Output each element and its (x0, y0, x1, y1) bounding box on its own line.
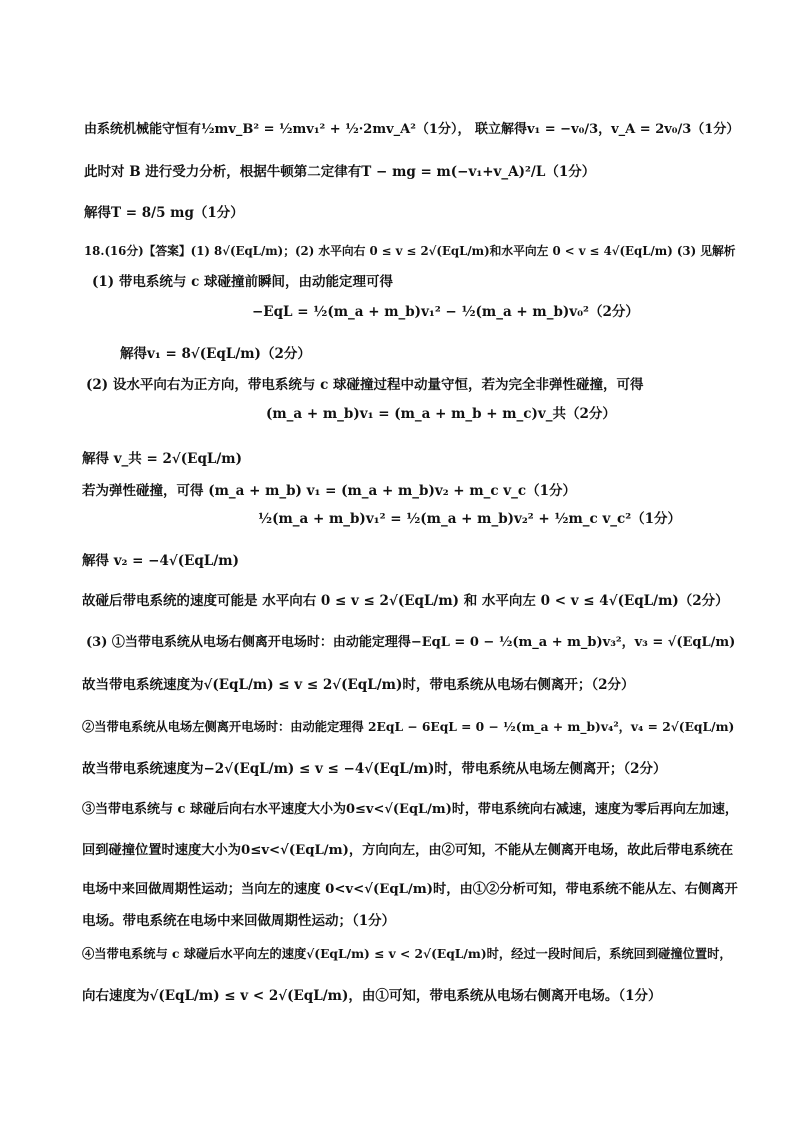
text-line-19: ③当带电系统与 c 球碰后向右水平速度大小为0≤v<√(EqL/m)时，带电系统向右减速，速度为零后再向左加速， (82, 802, 738, 817)
equation-3: (m_a + m_b)v₁ = (m_a + m_b + m_c)v_共（2分） (266, 406, 616, 422)
equation-2: 解得v₁ = 8√(EqL/m)（2分） (120, 346, 311, 362)
equation-5: ½(m_a + m_b)v₁² = ½(m_a + m_b)v₂² + ½m_c v_c²（1分） (258, 511, 682, 527)
equation-4: 解得 v_共 = 2√(EqL/m) (82, 451, 242, 467)
text-line-2: 此时对 B 进行受力分析，根据牛顿第二定律有T − mg = m(−v₁+v_A)²/L（1分） (84, 164, 596, 180)
equation-1: −EqL = ½(m_a + m_b)v₁² − ½(m_a + m_b)v₀²（2分） (252, 304, 639, 320)
text-line-5: (1) 带电系统与 c 球碰撞前瞬间，由动能定理可得 (92, 274, 393, 290)
text-line-22: 电场。带电系统在电场中来回做周期性运动；（1分） (82, 913, 396, 929)
text-line-16: 故当带电系统速度为√(EqL/m) ≤ v ≤ 2√(EqL/m)时，带电系统从电场右侧离开；（2分） (82, 677, 635, 693)
text-line-8: (2) 设水平向右为正方向，带电系统与 c 球碰撞过程中动量守恒，若为完全非弹性碰撞，可得 (86, 377, 644, 393)
text-line-1: 由系统机械能守恒有½mv_B² = ½mv₁² + ½·2mv_A²（1分）， 联立解得v₁ = −v₀/3，v_A = 2v₀/3（1分） (84, 122, 740, 137)
text-line-17: ②当带电系统从电场左侧离开电场时：由动能定理得 2EqL − 6EqL = 0 − ½(m_a + m_b)v₄²，v₄ = 2√(EqL/m) (82, 719, 735, 734)
text-line-23: ④当带电系统与 c 球碰后水平向左的速度√(EqL/m) ≤ v < 2√(EqL/m)时，经过一段时间后，系统回到碰撞位置时， (82, 946, 732, 961)
text-line-11: 若为弹性碰撞，可得 (m_a + m_b) v₁ = (m_a + m_b)v₂ + m_c v_c（1分） (82, 483, 576, 499)
text-line-14: 故碰后带电系统的速度可能是 水平向右 0 ≤ v ≤ 2√(EqL/m) 和 水平向左 0 < v ≤ 4√(EqL/m)（2分） (82, 593, 729, 609)
text-line-18: 故当带电系统速度为−2√(EqL/m) ≤ v ≤ −4√(EqL/m)时，带电系统从电场左侧离开；（2分） (82, 761, 667, 777)
equation-6: 解得 v₂ = −4√(EqL/m) (82, 553, 239, 569)
text-line-21: 电场中来回做周期性运动；当向左的速度 0<v<√(EqL/m)时，由①②分析可知，带电系统不能从左、右侧离开 (82, 882, 738, 897)
text-line-20: 回到碰撞位置时速度大小为0≤v<√(EqL/m)，方向向左，由②可知，不能从左侧离开电场，故此后带电系统在 (82, 843, 734, 858)
answer-heading: 18.(16分)【答案】(1) 8√(EqL/m)；(2) 水平向右 0 ≤ v ≤ 2√(EqL/m)和水平向左 0 < v ≤ 4√(EqL/m) (3) 见解析 (84, 244, 736, 258)
text-line-3: 解得T = 8/5 mg（1分） (84, 205, 244, 221)
text-line-15: (3) ①当带电系统从电场右侧离开电场时：由动能定理得−EqL = 0 − ½(m_a + m_b)v₃²，v₃ = √(EqL/m) (86, 635, 736, 650)
text-line-24: 向右速度为√(EqL/m) ≤ v < 2√(EqL/m)，由①可知，带电系统从电场右侧离开电场。（1分） (82, 988, 662, 1004)
